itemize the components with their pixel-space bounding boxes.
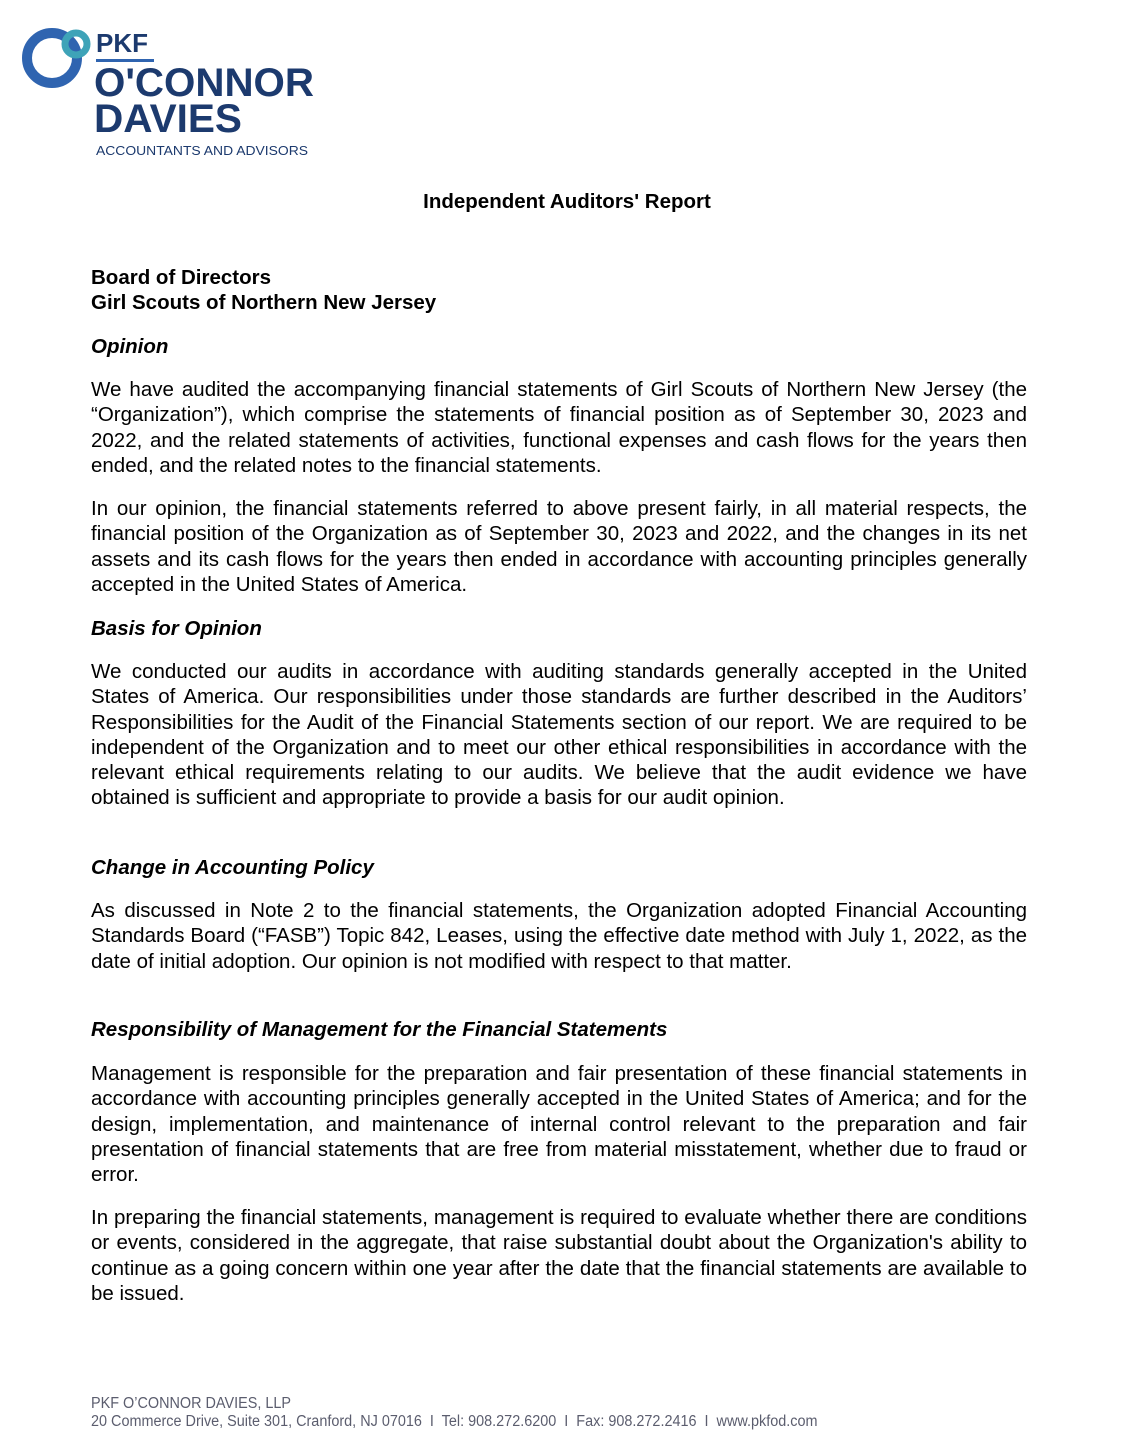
- svg-text:ACCOUNTANTS AND ADVISORS: ACCOUNTANTS AND ADVISORS: [96, 144, 308, 158]
- paragraph: We have audited the accompanying financial statements of Girl Scouts of Northern New Jersey (the “Organization”), which comprise the statements of financial position as of September 30, 2023 and 2022, and the related statements of activities, functional expenses and cash flows for the years then ended, and the related notes to the financial statements.: [91, 378, 1027, 477]
- report-title: Independent Auditors' Report: [423, 190, 711, 213]
- svg-text:DAVIES: DAVIES: [94, 97, 242, 141]
- heading-opinion: Opinion: [91, 335, 169, 358]
- addressee-line-2: Girl Scouts of Northern New Jersey: [91, 291, 437, 314]
- heading-change-in-accounting-policy: Change in Accounting Policy: [91, 856, 374, 879]
- logo-rings-icon: [18, 22, 318, 162]
- footer-contact: 20 Commerce Drive, Suite 301, Cranford, NJ 07016 I Tel: 908.272.6200 I Fax: 908.272.2416 I www.pkfod.com: [91, 1413, 818, 1430]
- paragraph: In preparing the financial statements, management is required to evaluate whether there are conditions or events, considered in the aggregate, that raise substantial doubt about the Organization's ability to continue as a going concern within one year after the date that the financial statements are available to be issued.: [91, 1206, 1027, 1305]
- paragraph: Management is responsible for the preparation and fair presentation of these financial statements in accordance with accounting principles generally accepted in the United States of America; and for the design, implementation, and maintenance of internal control relevant to the preparation and fair presentation of financial statements that are free from material misstatement, whether due to fraud or error.: [91, 1062, 1027, 1187]
- company-logo: [18, 22, 318, 162]
- addressee-line-1: Board of Directors: [91, 266, 271, 289]
- svg-text:O'CONNOR: O'CONNOR: [94, 61, 315, 105]
- heading-management-responsibility: Responsibility of Management for the Financial Statements: [91, 1018, 668, 1041]
- paragraph: As discussed in Note 2 to the financial statements, the Organization adopted Financial Accounting Standards Board (“FASB”) Topic 842, Leases, using the effective date method with July 1, 2022, as the date of initial adoption. Our opinion is not modified with respect to that matter.: [91, 899, 1027, 973]
- svg-text:PKF: PKF: [96, 28, 148, 58]
- paragraph: In our opinion, the financial statements referred to above present fairly, in all material respects, the financial position of the Organization as of September 30, 2023 and 2022, and the changes in its net assets and its cash flows for the years then ended in accordance with accounting principles generally accepted in the United States of America.: [91, 497, 1027, 596]
- footer-firm-name: PKF O’CONNOR DAVIES, LLP: [91, 1395, 291, 1412]
- paragraph: We conducted our audits in accordance with auditing standards generally accepted in the United States of America. Our responsibilities under those standards are further described in the Auditors’ Responsibilities for the Audit of the Financial Statements section of our report. We are required to be independent of the Organization and to meet our other ethical responsibilities in accordance with the relevant ethical requirements relating to our audits. We believe that the audit evidence we have obtained is sufficient and appropriate to provide a basis for our audit opinion.: [91, 660, 1027, 810]
- heading-basis-for-opinion: Basis for Opinion: [91, 617, 262, 640]
